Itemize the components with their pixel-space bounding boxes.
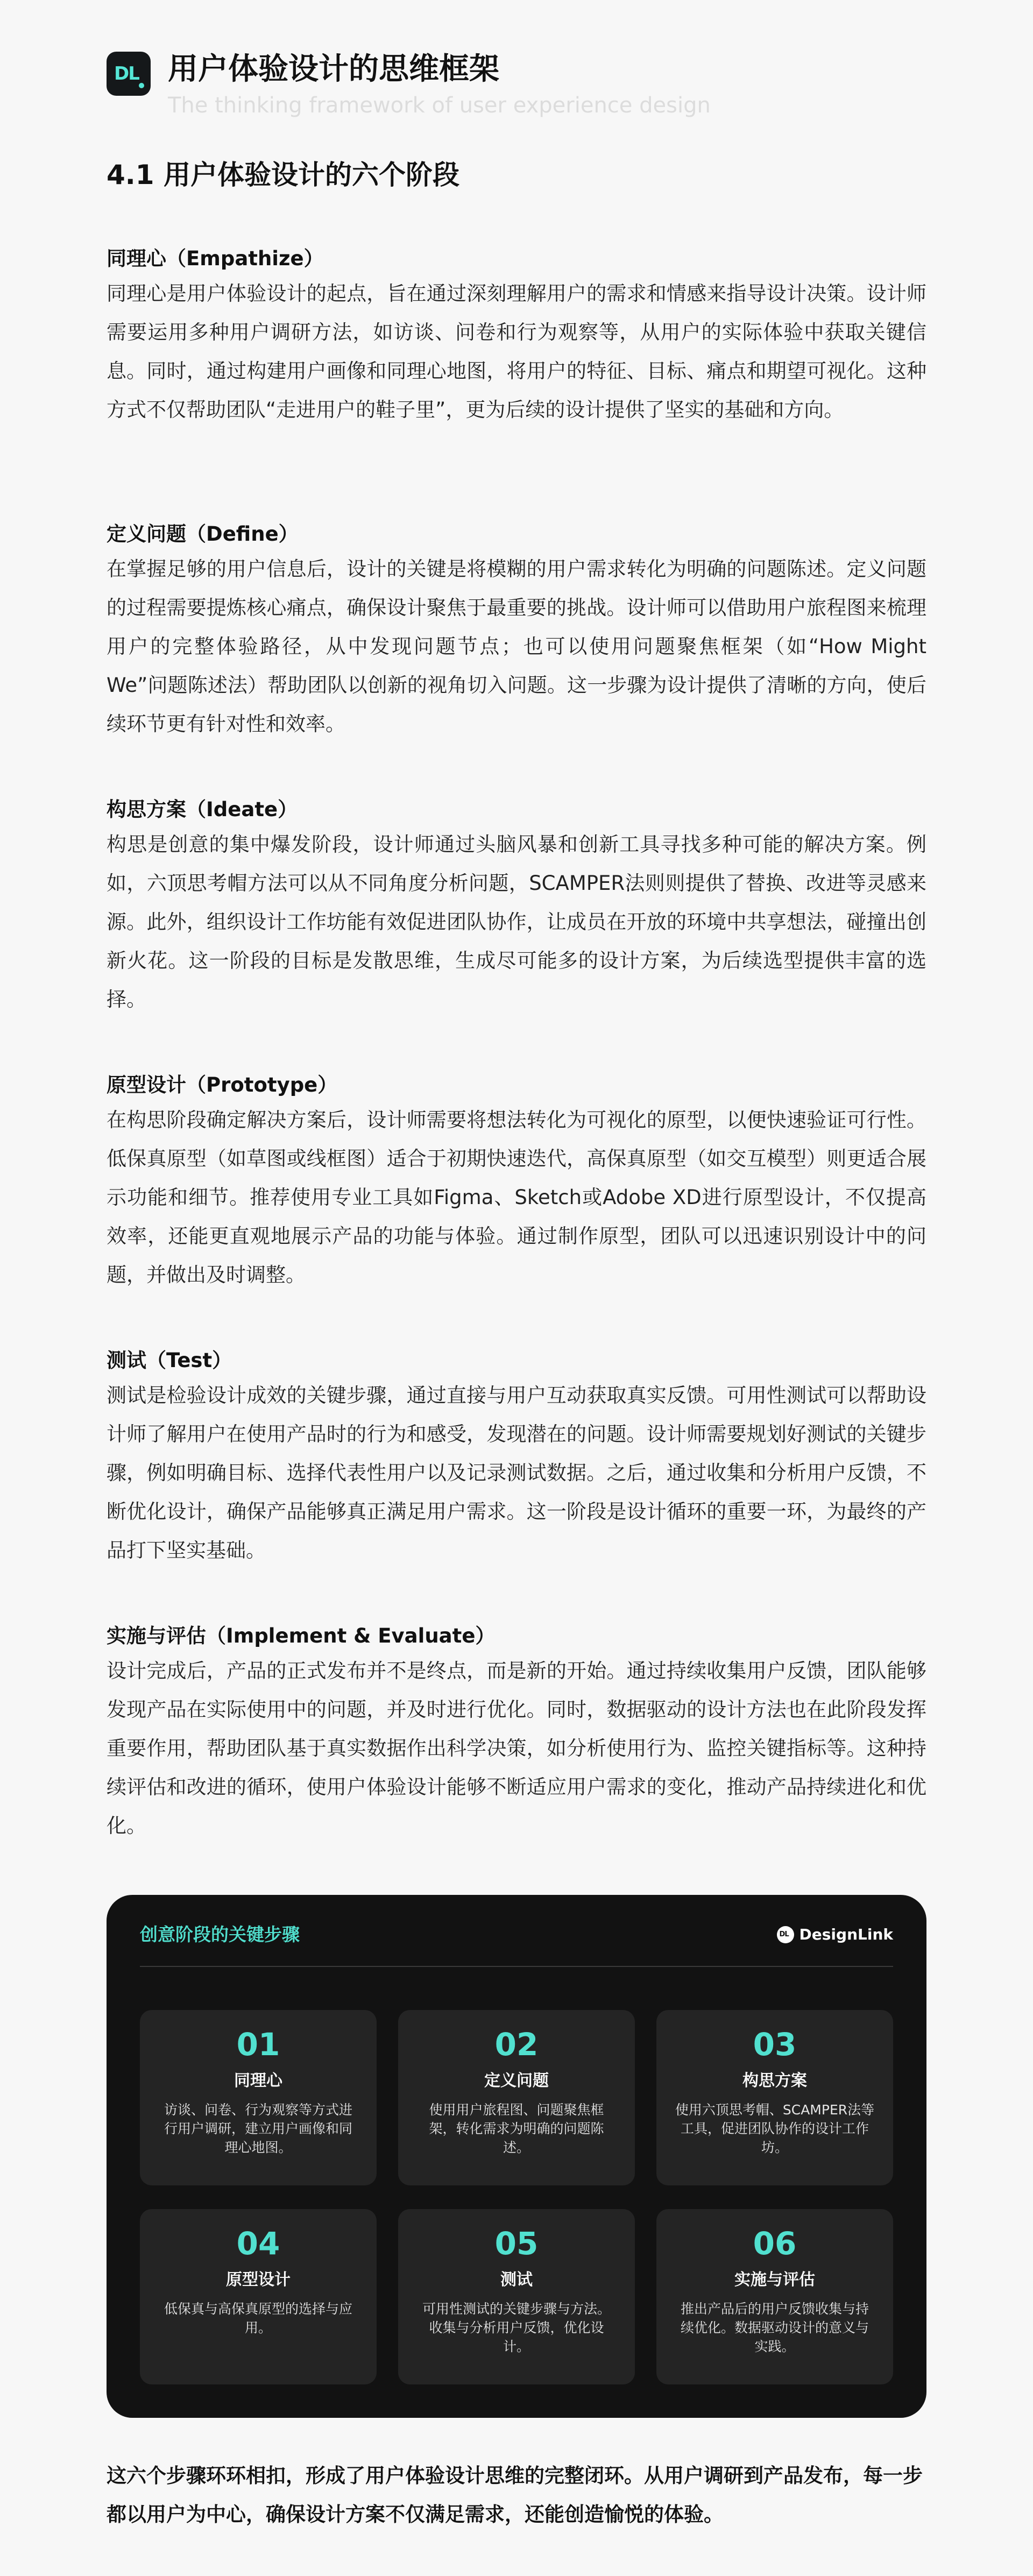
step-tile <box>398 2010 635 2185</box>
stage-prototype <box>107 1070 926 1294</box>
steps-grid <box>140 2010 893 2384</box>
page-title: 用户体验设计的思维框架 <box>168 52 499 87</box>
stage-title: 定义问题（Define） <box>107 522 299 546</box>
step-description: 推出产品后的用户反馈收集与持续优化。数据驱动设计的意义与实践。 <box>680 2301 869 2354</box>
stage-body: 同理心是用户体验设计的起点，旨在通过深刻理解用户的需求和情感来指导设计决策。设计师需要运用多种用户调研方法，如访谈、问卷和行为观察等，从用户的实际体验中获取关键信息。同时，通过构建用户画像和同理心地图，将用户的特征、目标、痛点和期望可视化。这种方式不仅帮助团队“走进用户的鞋子里”，更为后续的设计提供了坚实的基础和方向。 <box>107 282 926 421</box>
step-tile <box>656 2010 893 2185</box>
stage-implement-evaluate <box>107 1620 926 1845</box>
card-divider <box>140 1966 893 1967</box>
step-name: 实施与评估 <box>734 2270 815 2289</box>
step-description: 使用用户旅程图、问题聚焦框架，转化需求为明确的问题陈述。 <box>429 2102 604 2155</box>
step-name: 定义问题 <box>484 2071 549 2090</box>
designlink-logo-icon <box>777 1926 794 1943</box>
stage-title: 原型设计（Prototype） <box>107 1073 338 1096</box>
logo-text: DL <box>114 63 139 84</box>
stage-body: 测试是检验设计成效的关键步骤，通过直接与用户互动获取真实反馈。可用性测试可以帮助设计师了解用户在使用产品时的行为和感受，发现潜在的问题。设计师需要规划好测试的关键步骤，例如明确目标、选择代表性用户以及记录测试数据。之后，通过收集和分析用户反馈，不断优化设计，确保产品能够真正满足用户需求。这一阶段是设计循环的重要一环，为最终的产品打下坚实基础。 <box>107 1384 926 1562</box>
section-heading: 4.1 用户体验设计的六个阶段 <box>107 159 459 190</box>
stage-empathize <box>107 243 926 429</box>
designlink-logo <box>107 52 151 96</box>
key-steps-card <box>107 1895 926 2418</box>
step-tile <box>656 2209 893 2384</box>
step-number: 01 <box>236 2026 280 2063</box>
stage-body: 在掌握足够的用户信息后，设计的关键是将模糊的用户需求转化为明确的问题陈述。定义问题的过程需要提炼核心痛点，确保设计聚焦于最重要的挑战。设计师可以借助用户旅程图来梳理用户的完整体验路径，从中发现问题节点；也可以使用问题聚焦框架（如“How Might We”问题陈述法）帮助团队以创新的视角切入问题。这一步骤为设计提供了清晰的方向，使后续环节更有针对性和效率。 <box>107 557 926 735</box>
step-name: 同理心 <box>234 2071 282 2090</box>
step-name: 原型设计 <box>226 2270 291 2289</box>
step-name: 测试 <box>500 2270 533 2289</box>
step-number: 05 <box>494 2225 539 2262</box>
card-brand <box>777 1924 893 1945</box>
stage-ideate <box>107 794 926 1019</box>
step-number: 03 <box>753 2026 797 2063</box>
step-description: 可用性测试的关键步骤与方法。收集与分析用户反馈，优化设计。 <box>422 2301 611 2354</box>
stage-title: 实施与评估（Implement & Evaluate） <box>107 1624 496 1647</box>
step-description: 使用六顶思考帽、SCAMPER法等工具，促进团队协作的设计工作坊。 <box>675 2102 875 2155</box>
step-name: 构思方案 <box>742 2071 807 2090</box>
page-subtitle: The thinking framework of user experience design <box>168 93 711 118</box>
stage-title: 同理心（Empathize） <box>107 247 324 270</box>
stage-title: 测试（Test） <box>107 1349 232 1372</box>
stage-define <box>107 519 926 744</box>
stage-body: 构思是创意的集中爆发阶段，设计师通过头脑风暴和创新工具寻找多种可能的解决方案。例如，六顶思考帽方法可以从不同角度分析问题，SCAMPER法则则提供了替换、改进等灵感来源。此外，组织设计工作坊能有效促进团队协作，让成员在开放的环境中共享想法，碰撞出创新火花。这一阶段的目标是发散思维，生成尽可能多的设计方案，为后续选型提供丰富的选择。 <box>107 833 926 1011</box>
brand-name: DesignLink <box>799 1926 893 1943</box>
step-description: 低保真与高保真原型的选择与应用。 <box>164 2301 352 2336</box>
step-number: 02 <box>494 2026 539 2063</box>
stage-body: 设计完成后，产品的正式发布并不是终点，而是新的开始。通过持续收集用户反馈，团队能够发现产品在实际使用中的问题，并及时进行优化。同时，数据驱动的设计方法也在此阶段发挥重要作用，帮助团队基于真实数据作出科学决策，如分析使用行为、监控关键指标等。这种持续评估和改进的循环，使用户体验设计能够不断适应用户需求的变化，推动产品持续进化和优化。 <box>107 1659 926 1837</box>
card-title: 创意阶段的关键步骤 <box>140 1924 300 1945</box>
stage-test <box>107 1345 926 1570</box>
logo-dot-icon <box>139 83 144 88</box>
stage-title: 构思方案（Ideate） <box>107 798 298 821</box>
brand-icon-text: DL <box>779 1930 789 1938</box>
page-header <box>107 49 926 125</box>
step-number: 04 <box>236 2225 280 2262</box>
conclusion-paragraph: 这六个步骤环环相扣，形成了用户体验设计思维的完整闭环。从用户调研到产品发布，每一步都以用户为中心，确保设计方案不仅满足需求，还能创造愉悦的体验。 <box>107 2464 923 2526</box>
stage-body: 在构思阶段确定解决方案后，设计师需要将想法转化为可视化的原型，以便快速验证可行性。低保真原型（如草图或线框图）适合于初期快速迭代，高保真原型（如交互模型）则更适合展示功能和细节。推荐使用专业工具如Figma、Sketch或Adobe XD进行原型设计，不仅提高效率，还能更直观地展示产品的功能与体验。通过制作原型，团队可以迅速识别设计中的问题，并做出及时调整。 <box>107 1108 926 1286</box>
step-tile <box>140 2209 377 2384</box>
step-number: 06 <box>753 2225 797 2262</box>
step-tile <box>140 2010 377 2185</box>
step-tile <box>398 2209 635 2384</box>
step-description: 访谈、问卷、行为观察等方式进行用户调研，建立用户画像和同理心地图。 <box>164 2102 352 2155</box>
